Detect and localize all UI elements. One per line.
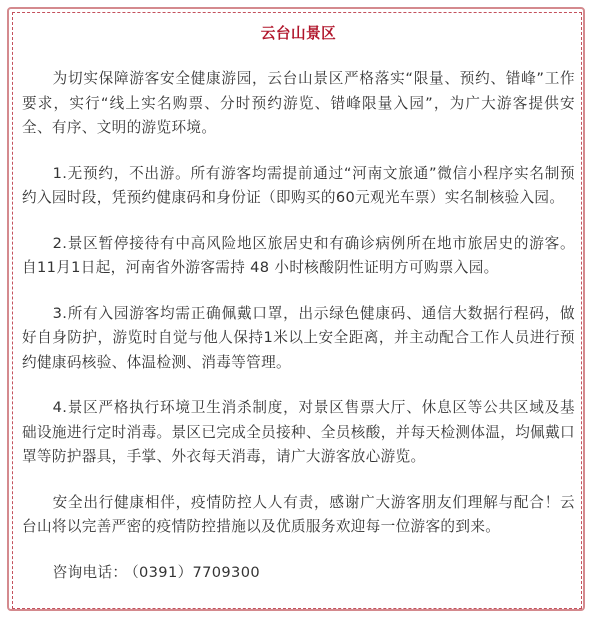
notice-title: 云台山景区	[260, 25, 337, 42]
rule-item-2: 2.景区暂停接待有中高风险地区旅居史和有确诊病例所在地市旅居史的游客。自11月1日起，河南省外游客需持 48 小时核酸阴性证明方可购票入园。	[22, 234, 575, 276]
rule-item-1: 1.无预约，不出游。所有游客均需提前通过“河南文旅通”微信小程序实名制预约入园时段，凭预约健康码和身份证（即购买的60元观光车票）实名制核验入园。	[22, 164, 575, 206]
rule-item-3: 3.所有入园游客均需正确佩戴口罩，出示绿色健康码、通信大数据行程码，做好自身防护，游览时自觉与他人保持1米以上安全距离，并主动配合工作人员进行预约健康码核验、体温检测、消毒等管理。	[22, 304, 575, 371]
closing-paragraph: 安全出行健康相伴，疫情防控人人有责，感谢广大游客朋友们理解与配合！云台山将以完善严密的疫情防控措施以及优质服务欢迎每一位游客的到来。	[22, 493, 575, 535]
contact-phone: （0391）7709300	[131, 563, 260, 581]
notice-content	[22, 22, 575, 585]
contact-label: 咨询电话：	[52, 563, 128, 581]
rule-item-4: 4.景区严格执行环境卫生消杀制度，对景区售票大厅、休息区等公共区域及基础设施进行定时消毒。景区已完成全员接种、全员核酸，并每天检测体温，均佩戴口罩等防护器具，手掌、外衣每天消毒，请广大游客放心游览。	[22, 399, 575, 465]
intro-paragraph: 为切实保障游客安全健康游园，云台山景区严格落实“限量、预约、错峰”工作要求，实行“线上实名购票、分时预约游览、错峰限量入园”，为广大游客提供安全、有序、文明的游览环境。	[22, 70, 575, 136]
contact-line	[22, 561, 575, 586]
